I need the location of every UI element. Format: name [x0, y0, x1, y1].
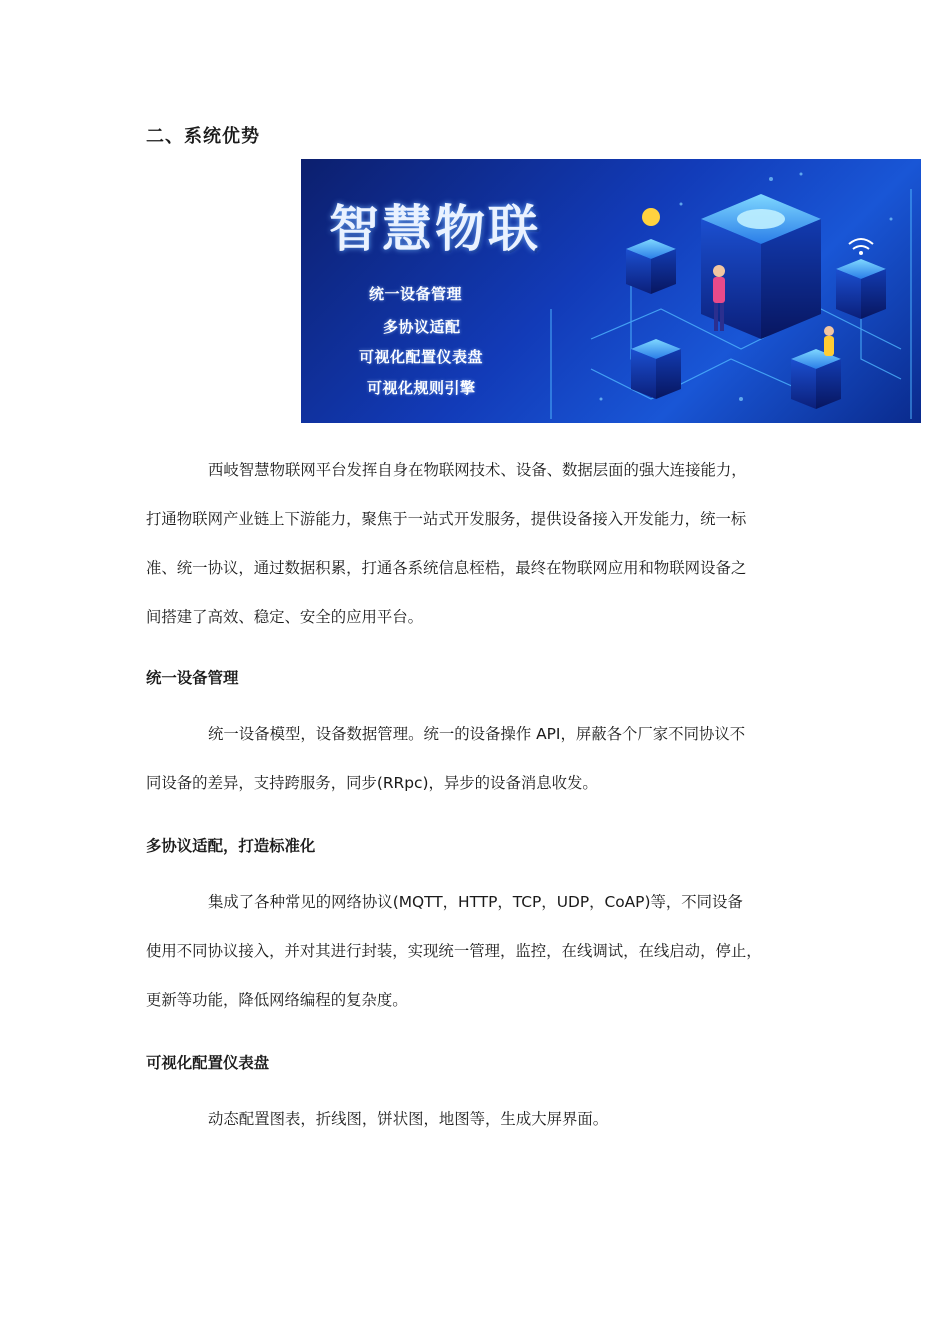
- paragraph-line: 间搭建了高效、稳定、安全的应用平台。: [146, 608, 424, 626]
- banner-feature: 可视化配置仪表盘: [359, 348, 484, 366]
- section-paragraph: [146, 1095, 816, 1144]
- subheading: 统一设备管理: [146, 669, 239, 687]
- banner-feature: 统一设备管理: [369, 285, 463, 303]
- paragraph-line: 使用不同协议接入，并对其进行封装，实现统一管理，监控，在线调试，在线启动，停止，: [146, 942, 762, 960]
- paragraph-line: 西岐智慧物联网平台发挥自身在物联网技术、设备、数据层面的强大连接能力，: [208, 461, 747, 479]
- cube-right-bottom: [791, 349, 841, 409]
- cube-left-top: [626, 208, 676, 294]
- section-paragraph: [146, 878, 816, 1025]
- banner-feature: 多协议适配: [383, 318, 461, 336]
- paragraph-line: 动态配置图表，折线图，饼状图，地图等，生成大屏界面。: [208, 1110, 609, 1128]
- banner-feature: 可视化规则引擎: [367, 379, 476, 397]
- subheading: 多协议适配，打造标准化: [146, 837, 316, 855]
- banner-image: [301, 159, 921, 423]
- section-title: 二、系统优势: [146, 126, 260, 147]
- intro-paragraph: [146, 446, 816, 642]
- person-figure-2: [824, 326, 834, 356]
- paragraph-line: 集成了各种常见的网络协议(MQTT，HTTP，TCP，UDP，CoAP)等，不同设备: [208, 893, 743, 911]
- subheading: 可视化配置仪表盘: [146, 1054, 270, 1072]
- paragraph-line: 准、统一协议，通过数据积累，打通各系统信息桎梏，最终在物联网应用和物联网设备之: [146, 559, 747, 577]
- cube-left-bottom: [631, 339, 681, 399]
- banner-title: 智慧物联: [329, 200, 541, 258]
- section-paragraph: [146, 710, 816, 808]
- paragraph-line: 更新等功能，降低网络编程的复杂度。: [146, 991, 408, 1009]
- paragraph-line: 打通物联网产业链上下游能力，聚焦于一站式开发服务，提供设备接入开发能力，统一标: [146, 510, 747, 528]
- cube-right-top: [836, 239, 886, 319]
- paragraph-line: 统一设备模型，设备数据管理。统一的设备操作 API，屏蔽各个厂家不同协议不: [208, 725, 746, 743]
- paragraph-line: 同设备的差异，支持跨服务，同步(RRpc)，异步的设备消息收发。: [146, 774, 598, 792]
